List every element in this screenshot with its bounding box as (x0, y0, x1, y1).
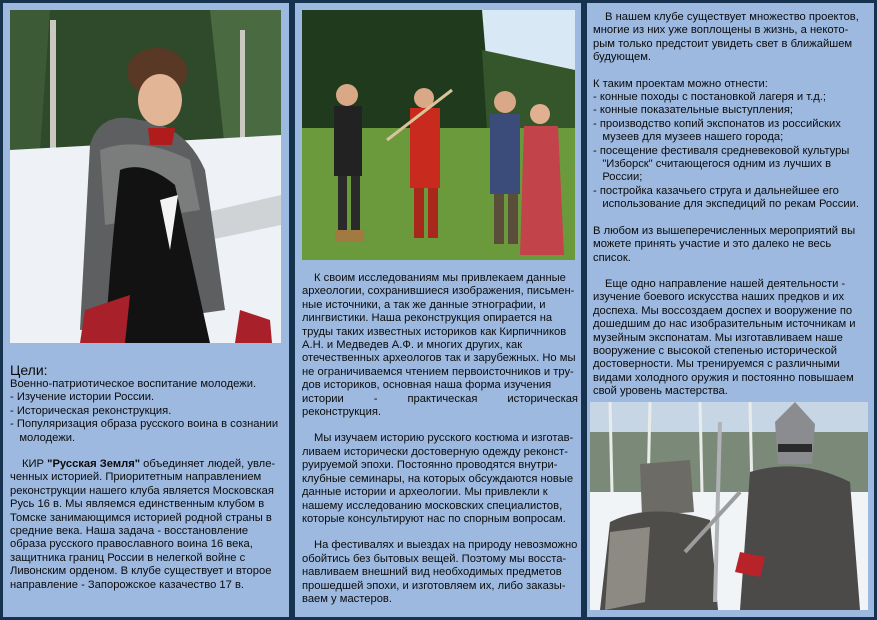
group-photo (302, 10, 575, 260)
group-image (302, 10, 575, 260)
para2-line: клубные семинары, на которых обсуждаются новые (302, 472, 574, 485)
club-line: ченных историей. Приоритетным направлением (10, 471, 262, 484)
projects-heading: К таким проектам можно отнести: (593, 77, 768, 90)
knights-photo (590, 402, 868, 610)
project-item: - постройка казачьего струга и дальнейшее его (593, 184, 839, 197)
research-text (302, 272, 578, 606)
para3-line: обойтись без бытовых вещей. Поэтому мы восста- (302, 552, 567, 565)
martial-line: Еще одно направление нашей деятельности - (605, 277, 846, 290)
club-line: Ливонским орденом. В клубе существует и второе (10, 565, 272, 578)
para1-line: отечественных археологов так и зарубежных. Но мы (302, 352, 576, 365)
club-line: средние века. Наша задача - восстановление (10, 525, 249, 538)
knights-image (590, 402, 868, 610)
para2-line: Мы изучаем историю русского костюма и изготав- (314, 432, 574, 445)
intro-line: многие из них уже воплощены в жизнь, а некото- (593, 24, 849, 37)
middle-column (295, 3, 581, 617)
goals-heading: Цели: (10, 362, 48, 378)
para3-line: На фестивалях и выездах на природу невозможно (314, 539, 578, 552)
intro-line: будующем. (593, 51, 651, 64)
goals-line: - Популяризация образа русского воина в сознании (10, 418, 279, 431)
para1-line: не ограничиваемся чтением первоисточников и тру- (302, 365, 574, 378)
club-intro-rest: объединяет людей, увле- (140, 458, 276, 471)
para3-line: ваем у мастеров. (302, 592, 392, 605)
intro-line: В нашем клубе существует множество проектов, (605, 11, 859, 23)
intro-line: рым только предстоит увидеть свет в ближайшем (593, 37, 853, 50)
club-intro-prefix: КИР (22, 458, 48, 471)
martial-line: свой уровень мастерства. (593, 385, 728, 398)
projects-text (593, 11, 871, 399)
goals-line: - Историческая реконструкция. (10, 404, 172, 417)
para1-line: А.Н. и Медведев А.Ф. и многих других, как (302, 339, 523, 352)
club-line: Томске занимающимся историей родной страны в (10, 511, 272, 524)
goals-line: - Изучение истории России. (10, 391, 155, 404)
para1-line: археологии, сохранившиеся изображения, письмен- (302, 285, 575, 298)
project-item: - конные походы с постановкой лагеря и т.д.; (593, 91, 826, 104)
goals-block (10, 362, 285, 592)
para2-line: ливаем исторически достоверную одежду реконст- (302, 445, 568, 458)
para1-line: труды таких известных историков как Кирпичников (302, 325, 567, 338)
club-line: реконструкции нашего клуба является Московская (10, 484, 274, 497)
martial-line: доспеха. Мы воссоздаем доспех и вооружение по (593, 304, 853, 317)
project-item: использование для экспедиций по рекам России. (593, 198, 859, 211)
left-column (3, 3, 289, 617)
para1-line: ные источники, а так же данные этнографии, и (302, 298, 546, 311)
club-intro (10, 458, 285, 471)
martial-line: видами холодного оружия и постоянно повышаем (593, 371, 854, 384)
club-line: защитника границ России в нелегкой войне с (10, 551, 246, 564)
martial-line: дошедшим до нас изобразительным источникам и (593, 318, 856, 331)
para1-line: лингвистики. Наша реконструкция опирается на (302, 312, 553, 325)
para1-line: дов историков, основная наша форма изучения (302, 379, 552, 392)
martial-line: музейным экспонатам. Мы изготавливаем наше (593, 331, 843, 344)
goals-line: Военно-патриотическое воспитание молодежи. (10, 378, 257, 390)
para2-line: которые консультируют нас по спорным вопросам. (302, 512, 566, 525)
club-line: направление - Запорожское казачество 17 в. (10, 578, 245, 591)
horseman-image (10, 10, 281, 343)
para1-line: истории - практическая историческая реконструкция. (302, 392, 578, 419)
para2-line: нашему исследованию московских специалистов, (302, 499, 563, 512)
goals-line: молодежи. (10, 431, 76, 444)
para2-line: руируемой эпохи. Постоянно проводятся внутри- (302, 459, 558, 472)
project-item: России; (593, 171, 643, 184)
para3-line: прошедшей эпохи, и изготовляем их, либо заказы- (302, 579, 566, 592)
right-column (587, 3, 874, 617)
club-line: Русь 16 в. Мы являемся единственным клубом в (10, 498, 265, 511)
martial-line: достоверности. Мы тренируемся с различными (593, 358, 840, 371)
project-item: "Изборск" считающегося одним из лучших в (593, 158, 832, 171)
project-item: - конные показательные выступления; (593, 104, 794, 117)
project-item: - посещение фестиваля средневековой культуры (593, 144, 850, 157)
martial-line: вооружение с высокой степенью исторической (593, 344, 838, 357)
participation-line: можете принять участие и это далеко не весь список. (593, 238, 832, 264)
club-line: образа русского православного воина 16 века, (10, 538, 253, 551)
participation-line: В любом из вышеперечисленных мероприятий вы (593, 224, 856, 237)
martial-line: изучение боевого искусства наших предков и их (593, 291, 845, 304)
horseman-photo (10, 10, 281, 343)
para3-line: навливаем внешний вид необходимых предметов (302, 566, 562, 579)
club-name: "Русская Земля" (47, 458, 141, 471)
para2-line: данные истории и археологии. Мы привлекли к (302, 486, 548, 499)
project-item: музеев для музеев нашего города; (593, 131, 784, 144)
para1-line: К своим исследованиям мы привлекаем данные (314, 272, 566, 284)
project-item: - производство копий экспонатов из российских (593, 117, 841, 130)
